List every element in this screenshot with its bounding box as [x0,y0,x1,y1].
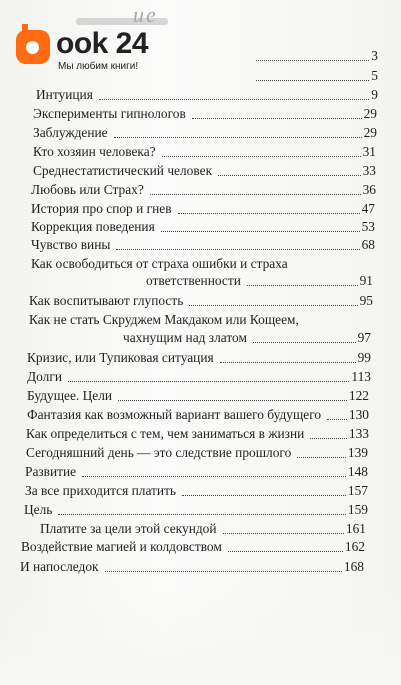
toc-entry [0,425,401,442]
toc-entry [0,86,401,103]
toc-page-number: 139 [347,445,368,460]
logo-b-icon [16,30,50,64]
toc-dot-leader [189,304,358,306]
toc-dot-leader [161,230,360,232]
toc-dot-leader [105,570,342,572]
toc-dot-leader [223,532,344,534]
toc-dot-leader [218,174,361,176]
toc-dot-leader [162,155,361,157]
toc-page-number: 162 [344,539,365,554]
book24-logo [14,26,194,72]
toc-entry [0,143,401,160]
toc-entry-title: Цель [24,502,53,517]
toc-page-number: 9 [371,87,378,102]
toc-page-number: 161 [345,521,366,536]
toc-dot-leader [192,117,362,119]
toc-entry [0,162,401,179]
toc-entry-title: Долги [27,369,62,384]
toc-entry [0,444,401,461]
toc-page-number: 47 [361,201,375,216]
toc-dot-leader [178,212,360,214]
toc-page-number: 148 [347,464,368,479]
toc-entry-title: Как освободиться от страха ошибки и страха [31,256,288,271]
toc-entry-title: Воздействие магией и колдовством [21,539,222,554]
toc-entry [0,368,401,385]
toc-page-number: 130 [348,407,369,422]
heading-text: ие [133,2,158,27]
toc-page-number: 168 [343,559,364,574]
toc-entry-title: Кто хозяин человека? [33,144,156,159]
toc-entry [0,482,401,499]
toc-entry [0,349,401,366]
toc-page-number: 3 [371,48,378,63]
toc-dot-leader [99,98,369,100]
toc-entry-title: Среднестатистический человек [33,163,213,178]
toc-page-number: 29 [363,106,377,121]
toc-page-number: 53 [361,219,375,234]
toc-dot-leader [253,341,356,343]
toc-entry-title: Как не стать Скруджем Макдаком или Кощеем, [29,312,299,327]
toc-entry [0,558,401,575]
toc-entry-title: Как воспитывают глупость [29,293,184,308]
toc-entry-title: Кризис, или Тупиковая ситуация [27,350,214,365]
toc-entry-title-continued: ответственности [146,273,241,288]
toc-page-number: 97 [357,330,371,345]
toc-dot-leader [220,361,356,363]
toc-entry [0,501,401,518]
toc-entry-title: За все приходится платить [25,483,177,498]
toc-page-number: 29 [363,125,377,140]
toc-dot-leader [297,456,346,458]
toc-entry-title: Сегодняшний день — это следствие прошлого [26,445,292,460]
toc-entry [0,181,401,198]
toc-entry-title-continued: чахнущим над златом [123,330,247,345]
toc-entry-title: Эксперименты гипнологов [33,106,186,121]
toc-entry [0,255,401,289]
toc-page-number: 5 [371,68,378,83]
toc-entry-title: Будущее. Цели [27,388,113,403]
toc-entry [0,520,401,537]
toc-entry [0,538,401,555]
toc-entry [0,292,401,309]
toc-entry-title: Заблуждение [33,125,108,140]
toc-dot-leader [82,475,346,477]
toc-entry-title: И напоследок [20,559,99,574]
toc-page-number: 36 [362,182,376,197]
toc-entry-title: Интуиция [36,87,93,102]
toc-dot-leader [118,399,347,401]
toc-entry-title: Чувство вины [31,237,111,252]
toc-dot-leader [310,437,347,439]
toc-entry [0,236,401,253]
toc-entry-title: Развитие [25,464,77,479]
toc-entry [0,200,401,217]
toc-entry-title: Платите за цели этой секундой [40,521,217,536]
toc-entry-title: Любовь или Страх? [31,182,144,197]
toc-entry [0,463,401,480]
toc-dot-leader [256,79,369,81]
toc-dot-leader [256,59,369,61]
page-shadow [0,585,401,685]
toc-entry [0,311,401,346]
toc-entry [0,406,401,423]
toc-dot-leader [327,418,347,420]
toc-entry [0,218,401,235]
toc-page-number: 122 [348,388,369,403]
toc-dot-leader [116,248,360,250]
toc-entry [0,387,401,404]
toc-dot-leader [228,550,343,552]
logo-tagline: Мы любим книги! [58,61,139,72]
toc-page-number: 95 [359,293,373,308]
toc-dot-leader [150,193,361,195]
toc-dot-leader [58,513,346,515]
toc-page-number: 113 [351,369,371,384]
toc-page-number: 91 [359,273,373,288]
toc-entry-title: Как определиться с тем, чем заниматься в жизни [26,426,305,441]
toc-dot-leader [247,284,358,286]
toc-dot-leader [114,136,362,138]
toc-page-number: 157 [347,483,368,498]
toc-page-number: 68 [361,237,375,252]
toc-page-number: 133 [348,426,369,441]
logo-word: ook 24 [56,27,149,60]
toc-entry-title: История про спор и гнев [31,201,172,216]
toc-entry-title: Коррекция поведения [31,219,155,234]
toc-page-number: 33 [362,163,376,178]
toc-page-number: 31 [362,144,376,159]
toc-page-number: 159 [347,502,368,517]
toc-entry-title: Фантазия как возможный вариант вашего будущего [27,407,322,422]
toc-entry [0,124,401,141]
toc-entry [0,105,401,122]
toc-dot-leader [68,380,349,382]
toc-dot-leader [182,494,346,496]
toc-page-number: 99 [357,350,371,365]
